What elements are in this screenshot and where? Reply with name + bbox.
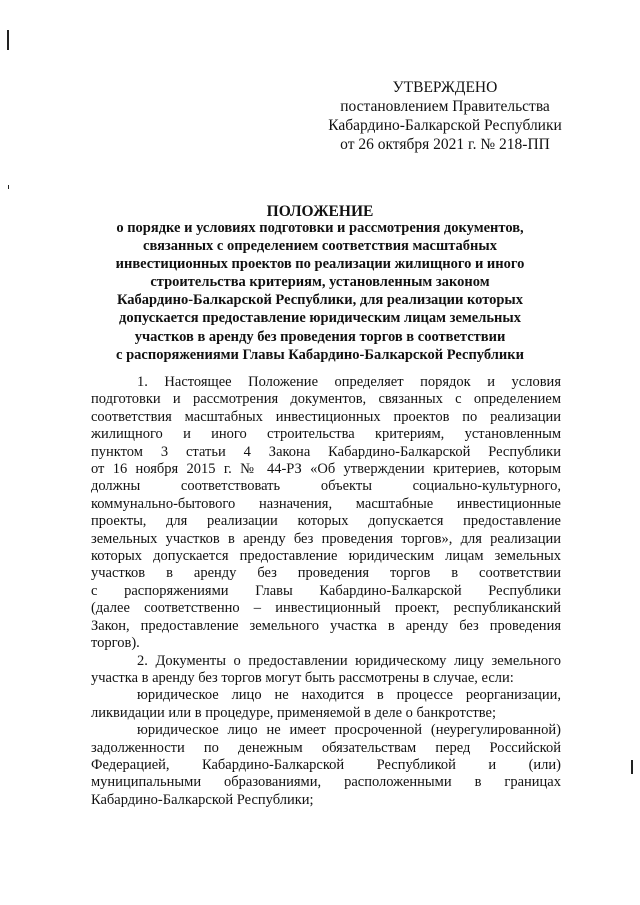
paragraph-1-line: 1. Настоящее Положение определяет порядок и условия [137, 374, 561, 390]
paragraph-1-line: проекты, для реализации которых допускается предоставление [91, 513, 561, 530]
document-title: ПОЛОЖЕНИЕ [266, 203, 374, 220]
paragraph-1-line: участков в аренду без проведения торгов в соответствии [91, 565, 561, 582]
condition-2-line: муниципальными образованиями, расположенными в границах [91, 774, 561, 791]
scan-artifact-mark [631, 760, 633, 774]
scan-artifact-mark [7, 30, 9, 50]
paragraph-1-line: с распоряжениями Главы Кабардино-Балкарской Республики [91, 582, 561, 599]
condition-2-line: юридическое лицо не имеет просроченной (неурегулированной) [137, 722, 561, 739]
paragraph-1-line: подготовки и рассмотрения документов, связанных с определением [91, 391, 561, 408]
approval-line: постановлением Правительства [340, 98, 550, 115]
paragraph-1-line: пунктом 3 статьи 4 Закона Кабардино-Балкарской Республики [91, 443, 561, 460]
condition-2-line: Кабардино-Балкарской Республики; [91, 791, 314, 808]
paragraph-1-line: земельных участков в аренду без проведения торгов», для реализации [91, 530, 561, 547]
condition-1-line: юридическое лицо не находится в процессе реорганизации, [137, 687, 561, 704]
subtitle-line: допускается предоставление юридическим лицам земельных [119, 310, 521, 327]
condition-2-line: Федерацией, Кабардино-Балкарской Республикой и (или) [91, 756, 561, 773]
paragraph-1-line: от 16 ноября 2015 г. № 44-РЗ «Об утверждении критериев, которым [91, 461, 561, 478]
condition-2-line: задолженности по денежным обязательствам перед Российской [91, 739, 561, 756]
paragraph-1-line: которых допускается предоставление юридическим лицам земельных [91, 548, 561, 565]
paragraph-2-line: участка в аренду без торгов могут быть рассмотрены в случае, если: [91, 669, 514, 686]
paragraph-1-line: должны соответствовать объекты социально-культурного, [91, 478, 561, 495]
paragraph-1-line: коммунально-бытового назначения, масштабные инвестиционные [91, 495, 561, 512]
approval-line: от 26 октября 2021 г. № 218-ПП [340, 136, 550, 153]
paragraph-1-line: Закон, предоставление земельного участка в аренду без проведения [91, 617, 561, 634]
subtitle-line: участков в аренду без проведения торгов в соответствии [134, 328, 506, 345]
subtitle-line: строительства критериям, установленным законом [150, 274, 490, 291]
approval-block [300, 78, 590, 154]
scan-artifact-mark [8, 185, 9, 189]
document-subtitle [90, 219, 550, 364]
subtitle-line: связанных с определением соответствия масштабных [143, 238, 497, 255]
subtitle-line: инвестиционных проектов по реализации жилищного и иного [115, 256, 525, 273]
condition-1-line: ликвидации или в процедуре, применяемой в деле о банкротстве; [91, 704, 496, 721]
paragraph-1-line: торгов). [91, 635, 140, 652]
paragraph-2-line: 2. Документы о предоставлении юридическому лицу земельного [137, 652, 561, 669]
approval-line: УТВЕРЖДЕНО [392, 79, 498, 96]
subtitle-line: о порядке и условиях подготовки и рассмотрения документов, [116, 220, 524, 236]
paragraph-1-line: (далее соответственно – инвестиционный проект, республиканский [91, 600, 561, 617]
document-body [91, 374, 561, 809]
paragraph-1-line: жилищного и иного строительства критериям, установленным [91, 426, 561, 443]
paragraph-1-line: соответствия масштабных инвестиционных проектов по реализации [91, 408, 561, 425]
subtitle-line: Кабардино-Балкарской Республики, для реализации которых [116, 292, 524, 309]
approval-line: Кабардино-Балкарской Республики [328, 117, 562, 134]
subtitle-line: с распоряжениями Главы Кабардино-Балкарской Республики [116, 346, 524, 363]
